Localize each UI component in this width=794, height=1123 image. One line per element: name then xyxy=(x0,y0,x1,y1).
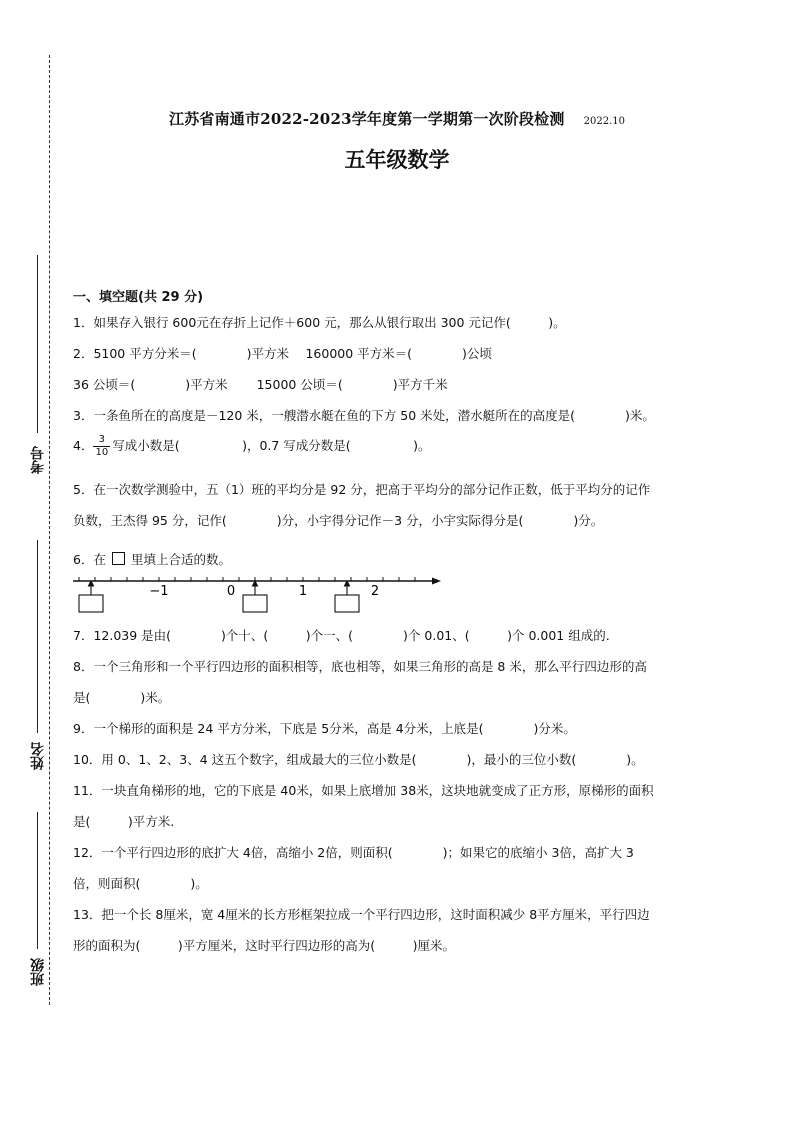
binding-dashed-line xyxy=(49,55,50,1005)
question-1: 1．如果存入银行 600元在存折上记作＋600 元，那么从银行取出 300 元记作( )。 xyxy=(73,315,566,330)
question-4 xyxy=(73,434,431,459)
question-3: 3．一条鱼所在的高度是－120 米，一艘潜水艇在鱼的下方 50 米处，潜水艇所在的高度是( )米。 xyxy=(73,408,655,423)
answer-box-2[interactable] xyxy=(243,595,267,612)
question-13-line-1: 13．把一个长 8厘米，宽 4厘米的长方形框架拉成一个平行四边形，这时面积减少 8平方厘米，平行四边 xyxy=(73,907,650,922)
question-13-line-2: 形的面积为( )平方厘米，这时平行四边形的高为( )厘米。 xyxy=(73,938,456,953)
subject-title: 五年级数学 xyxy=(344,147,450,172)
fraction-denominator: 10 xyxy=(95,447,109,458)
fraction-3-10 xyxy=(93,434,110,459)
question-10: 10．用 0、1、2、3、4 这五个数字，组成最大的三位小数是( )，最小的三位小数( )。 xyxy=(73,752,644,767)
question-11-line-2: 是( )平方米. xyxy=(73,814,175,829)
exam-header xyxy=(0,108,794,129)
fraction-numerator: 3 xyxy=(93,434,110,447)
pointer-1-arrow-icon xyxy=(89,581,94,586)
question-7: 7．12.039 是由( )个十、( )个一、( )个 0.01、( )个 0.001 组成的. xyxy=(73,628,610,643)
question-8-line-2: 是( )米。 xyxy=(73,690,171,705)
number-line xyxy=(73,572,445,618)
tick-label-1: 1 xyxy=(298,584,308,599)
question-2-line-2: 36 公顷＝( )平方米 15000 公顷＝( )平方千米 xyxy=(73,377,448,392)
tick-label-2: 2 xyxy=(370,584,380,599)
question-12-line-1: 12．一个平行四边形的底扩大 4倍，高缩小 2倍，则面积( )；如果它的底缩小 3倍，高扩大 3 xyxy=(73,845,634,860)
question-4-number: 4． xyxy=(73,438,94,453)
question-12-line-2: 倍，则面积( )。 xyxy=(73,876,208,891)
exam-date: 2022.10 xyxy=(583,116,625,127)
number-line-arrow-icon xyxy=(432,578,441,585)
tick-label-0: 0 xyxy=(226,584,236,599)
question-11-line-1: 11．一块直角梯形的地，它的下底是 40米，如果上底增加 38米，这块地就变成了正方形，原梯形的面积 xyxy=(73,783,654,798)
question-6-suffix: 里填上合适的数。 xyxy=(130,552,231,567)
pointer-3-arrow-icon xyxy=(345,581,350,586)
exam-no-underline xyxy=(37,255,38,433)
question-4-text: 写成小数是( )，0.7 写成分数是( )。 xyxy=(112,438,431,453)
answer-box-1[interactable] xyxy=(79,595,103,612)
class-underline xyxy=(37,812,38,949)
question-6-prefix: 6．在 xyxy=(73,552,106,567)
name-underline xyxy=(37,540,38,733)
exam-no-label: 考号 xyxy=(30,446,46,474)
class-label: 班级 xyxy=(30,958,46,986)
question-5-line-1: 5．在一次数学测验中，五（1）班的平均分是 92 分，把高于平均分的部分记作正数，低于平均分的记作 xyxy=(73,482,651,497)
question-5-line-2: 负数，王杰得 95 分，记作( )分，小宇得分记作－3 分，小宇实际得分是( )分。 xyxy=(73,513,604,528)
section-heading: 一、填空题(共 29 分) xyxy=(73,290,204,305)
question-8-line-1: 8．一个三角形和一个平行四边形的面积相等，底也相等，如果三角形的高是 8 米，那么平行四边形的高 xyxy=(73,659,647,674)
exam-title: 江苏省南通市2022-2023学年度第一学期第一次阶段检测 xyxy=(169,110,565,128)
answer-box-icon xyxy=(112,552,125,565)
question-9: 9．一个梯形的面积是 24 平方分米，下底是 5分米，高是 4分米，上底是( )分米。 xyxy=(73,721,576,736)
tick-label-minus-1: −1 xyxy=(149,584,169,599)
question-2-line-1: 2．5100 平方分米＝( )平方米 160000 平方米＝( )公顷 xyxy=(73,346,492,361)
name-label: 姓名 xyxy=(30,742,46,770)
question-6 xyxy=(73,550,231,568)
pointer-2-arrow-icon xyxy=(253,581,258,586)
answer-box-3[interactable] xyxy=(335,595,359,612)
